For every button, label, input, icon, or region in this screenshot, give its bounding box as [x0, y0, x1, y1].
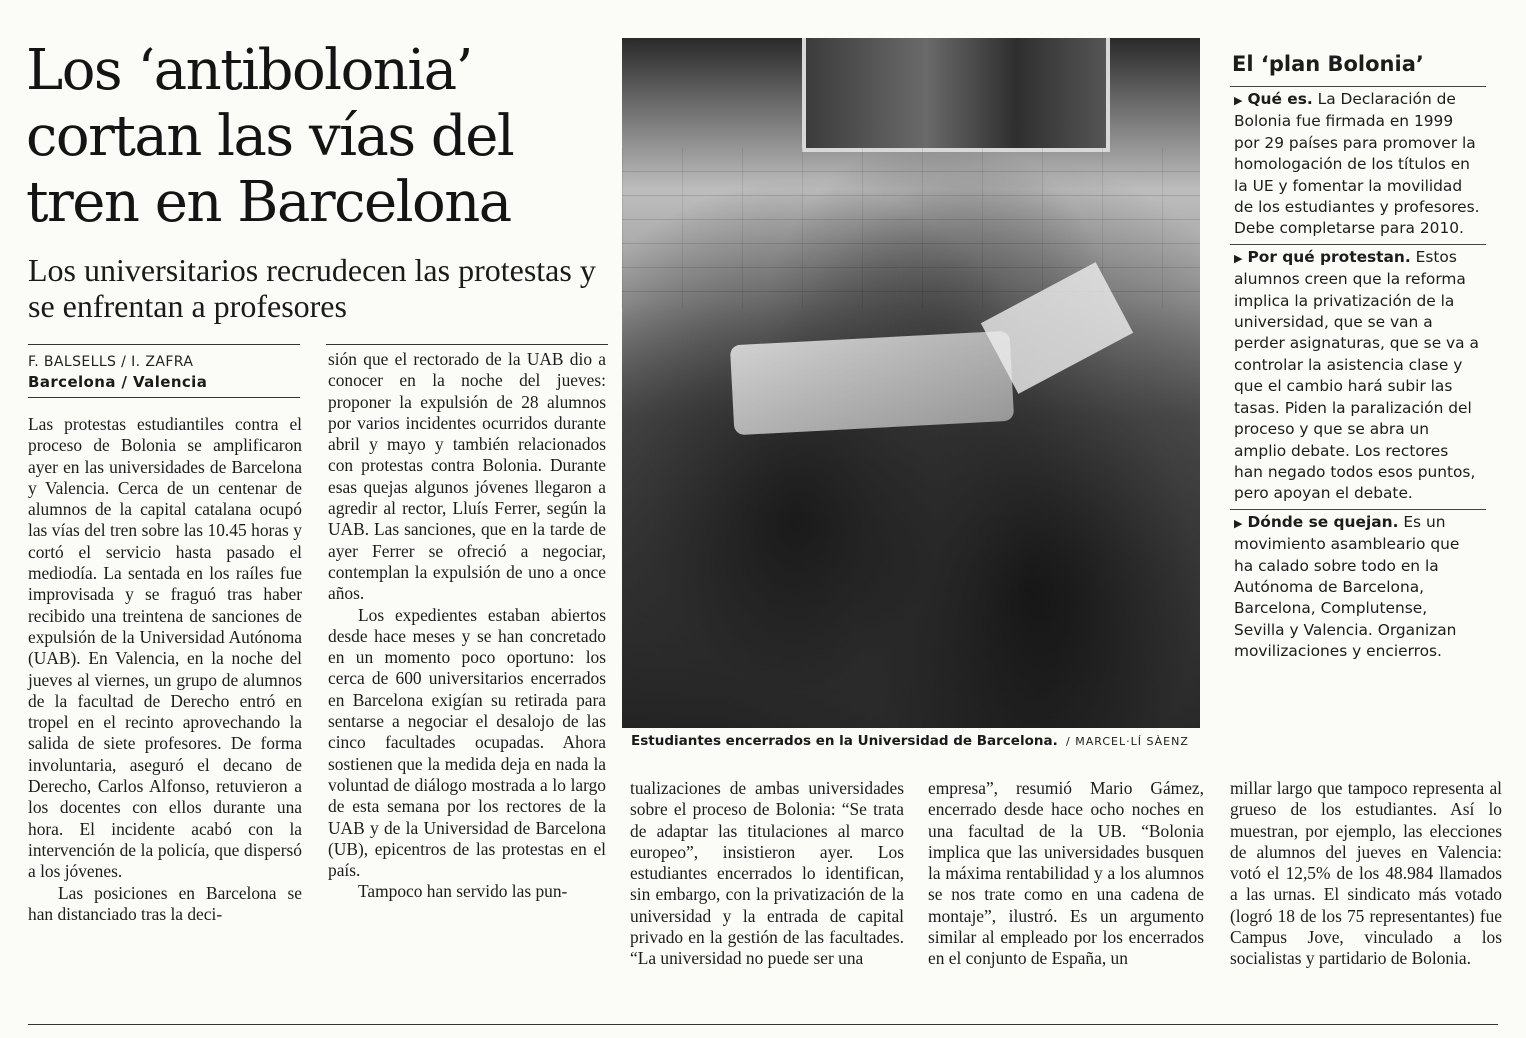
article-column-2 — [328, 349, 606, 903]
sidebar-section — [1230, 244, 1486, 509]
bottom-rule — [28, 1024, 1498, 1025]
sidebar-section-lead: Por qué protestan. — [1247, 247, 1411, 266]
photo-caption — [631, 732, 1201, 751]
article-column-5 — [1230, 778, 1502, 970]
byline-bottom-rule — [28, 397, 300, 398]
article-column-4 — [928, 778, 1204, 970]
paragraph: millar largo que tampoco representa al grueso de los estudiantes. Así lo muestran, por ejemplo, las elecciones de alumnos del jueves en Valencia: votó el 12,5% de los 48.984 llamados a las urnas. El sindicato más votado (logró 18 de los 75 representantes) fue Campus Jove, vinculado a los socialistas y partidario de Bolonia. — [1230, 778, 1502, 969]
paragraph: Las posiciones en Barcelona se han distanciado tras la deci- — [28, 882, 302, 924]
sidebar-title: El ‘plan Bolonia’ — [1232, 52, 1424, 76]
paragraph: tualizaciones de ambas universidades sobre el proceso de Bolonia: “Se trata de adaptar las titulaciones al marco europeo”, insistieron ayer. Los estudiantes encerrados lo identifican, sin embargo, con la privatización de la universidad y la entrada de capital privado en la gestión de las facultades. “La universidad no puede ser una — [630, 778, 904, 969]
subheadline: Los universitarios recrudecen las protestas y se enfrentan a profesores — [28, 252, 596, 324]
column-2-top-rule — [326, 344, 608, 345]
photo-wall — [622, 148, 1200, 308]
article-column-1 — [28, 414, 302, 925]
photo-painting — [802, 38, 1110, 152]
byline-authors: F. BALSELLS / I. ZAFRA — [28, 354, 194, 370]
paragraph: Tampoco han servido las pun- — [358, 881, 568, 902]
caption-text: Estudiantes encerrados en la Universidad de Barcelona. — [631, 733, 1058, 749]
sidebar-plan-bolonia — [1230, 48, 1486, 667]
triangle-right-icon: ▶ — [1234, 516, 1243, 530]
triangle-right-icon: ▶ — [1234, 94, 1243, 107]
paragraph: empresa”, resumió Mario Gámez, encerrado desde hace ocho noches en una facultad de la UB. “Bolonia implica que las universidades busquen la máxima rentabilidad y a los alumnos se nos trate como en una cadena de montaje”, ilustró. Es un argumento similar al empleado por los encerrados en el conjunto de España, un — [928, 778, 1204, 969]
byline-top-rule — [28, 344, 300, 345]
headline: Los ‘antibolonia’ cortan las vías del tren en Barcelona — [26, 38, 514, 235]
paragraph: sión que el rectorado de la UAB dio a conocer en la noche del jueves: proponer la expulsión de 28 alumnos por varios incidentes ocurridos durante abril y mayo y también relacionados con protestas contra Bolonia. Durante esas quejas algunos jóvenes llegaron a agredir al rector, Lluís Ferrer, según la UAB. Las sanciones, que en la tarde de ayer Ferrer se ofreció a negociar, contemplan la expulsión de uno a once años. — [328, 349, 606, 604]
sidebar-section-text: Estos alumnos creen que la reforma implica la privatización de la universidad, que se van a perder asignaturas, que se va a controlar la asistencia clase y que el cambio hará subir las tasas. Piden la paralización del proceso y que se abra un amplio debate. Los rectores han negado todos esos puntos, pero apoyan el debate. — [1234, 247, 1479, 503]
paragraph: Los expedientes estaban abiertos desde hace meses y se han concretado en un momento poco oportuno: los cerca de 600 universitarios encerrados en Barcelona exigían su retirada para sentarse a negociar el desalojo de las cinco facultades ocupadas. Ahora sostienen que la medida deja en nada la voluntad de diálogo mostrada a lo largo de esta semana por los rectores de la UAB y de la Universidad de Barcelona (UB), epicentros de las protestas en el país. — [328, 604, 606, 881]
sidebar-section-text: Es un movimiento asambleario que ha calado sobre todo en la Autónoma de Barcelona, Barcelona, Complutense, Sevilla y Valencia. Organizan movilizaciones y encierros. — [1234, 512, 1460, 661]
photo-mattress — [730, 331, 1014, 436]
sidebar-section-lead: Dónde se quejan. — [1247, 512, 1399, 531]
article-column-3 — [630, 778, 904, 970]
sidebar-section — [1230, 86, 1486, 244]
byline — [28, 352, 306, 392]
sidebar-section — [1230, 509, 1486, 667]
byline-location: Barcelona / Valencia — [28, 373, 208, 391]
paragraph: Las protestas estudiantiles contra el proceso de Bolonia se amplificaron ayer en las universidades de Barcelona y Valencia. Cerca de un centenar de alumnos de la capital catalana ocupó las vías del tren sobre las 10.45 horas y cortó el servicio hasta pasado el mediodía. La sentada en los raíles fue improvisada y se fraguó tras haber recibido una treintena de sanciones de expulsión de la Universidad Autónoma (UAB). En Valencia, en la noche del jueves al viernes, un grupo de alumnos de la facultad de Derecho entró en tropel en el recinto aprovechando la salida de siete profesores. De forma involuntaria, aseguró el decano de Derecho, Carlos Alfonso, retuvieron a los docentes con ellos durante una hora. El incidente acabó con la intervención de la policía, que dispersó a los jóvenes. — [28, 414, 302, 882]
news-photo — [622, 38, 1200, 728]
triangle-right-icon: ▶ — [1234, 251, 1243, 265]
sidebar-section-text: La Declaración de Bolonia fue firmada en 1999 por 29 países para promover la homologación de los títulos en la UE y fomentar la movilidad de los estudiantes y profesores. Debe completarse para 2010. — [1234, 90, 1480, 238]
sidebar-section-lead: Qué es. — [1247, 90, 1313, 108]
photo-credit: / MARCEL·LÍ SÀENZ — [1066, 735, 1189, 748]
